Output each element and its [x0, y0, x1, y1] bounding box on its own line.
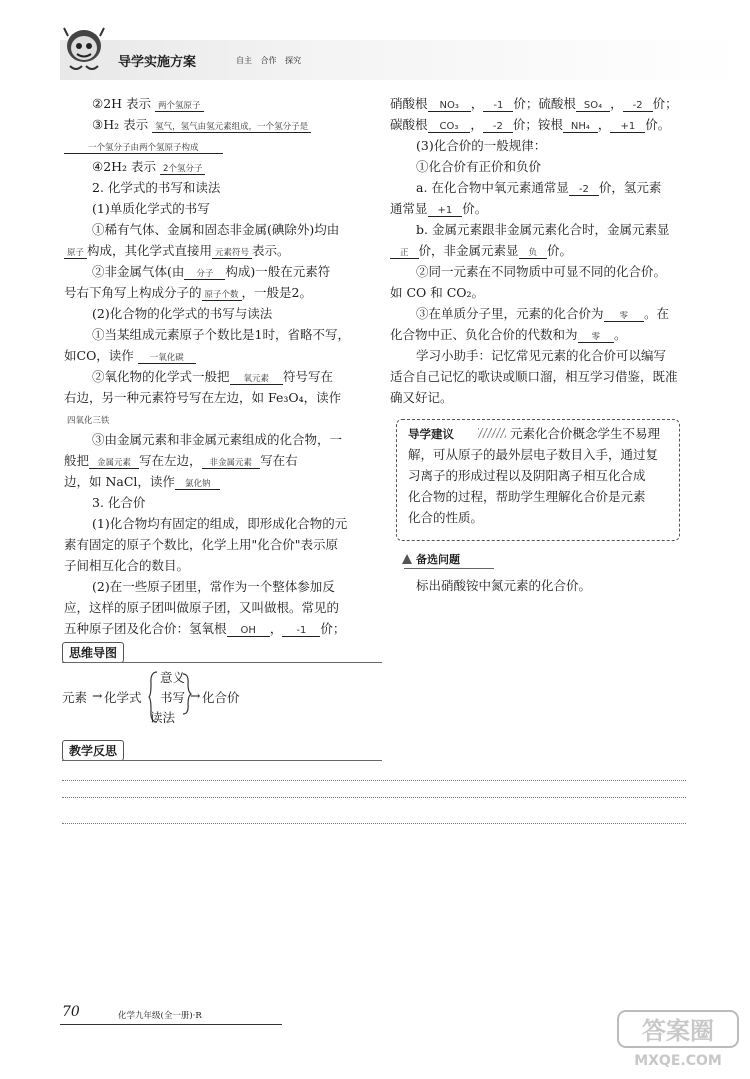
left-line-17: ③由金属元素和非金属元素组成的化合物，一: [92, 432, 343, 447]
handwritten-answer: 原子个数: [202, 290, 242, 301]
left-line-15: 右边，另一种元素符号写在左边，如 Fe₃O₄，读作: [64, 390, 342, 405]
spare-question-icon: [400, 552, 414, 566]
svg-text:答案圈: 答案圈: [642, 1017, 714, 1045]
handwritten-answer: 四氧化三铁: [67, 416, 110, 426]
left-line-16: [64, 411, 113, 426]
handwritten-answer: 零: [604, 311, 645, 322]
right-line-15: 确又好记。: [390, 390, 453, 405]
left-line-24: (2)在一些原子团里，常作为一个整体参加反: [92, 579, 335, 594]
right-line-1: 硝酸根 NO₃ ， -1 价；硫酸根 SO₄ ， -2 价；: [390, 96, 678, 111]
handwritten-answer: 两个氢原子: [155, 101, 204, 112]
hatch-decoration: [478, 428, 506, 438]
mindmap-label: 思维导图: [62, 642, 124, 663]
watermark-logo-icon: [614, 1007, 742, 1071]
guide-label: 导学建议: [408, 427, 454, 441]
spare-question: 标出硝酸铵中氮元素的化合价。: [416, 578, 592, 593]
left-line-18: 般把 金属元素 写在左边， 非金属元素 写在右: [64, 453, 298, 468]
handwritten-answer: NH₄: [563, 122, 598, 133]
header-subtitle: 自主 合作 探究: [236, 56, 302, 65]
left-line-1: ②2H 表示 两个氢原子: [92, 96, 204, 112]
handwritten-answer: CO₃: [428, 122, 471, 133]
mindmap-rule: [62, 662, 382, 663]
left-line-10: 号右下角写上构成分子的 原子个数 ，一般是2。: [64, 285, 312, 300]
handwritten-answer: 一氧化碳: [138, 353, 196, 364]
reflection-line-2: [62, 797, 686, 798]
guide-line-3: 习离子的形成过程以及阴阳离子相互化合成: [408, 468, 646, 483]
handwritten-answer: -2: [483, 122, 513, 133]
left-line-4: ④2H₂ 表示 2个氢分子: [92, 159, 205, 175]
header-title: 导学实施方案: [118, 55, 197, 70]
mindmap-branch-meaning: 意义: [160, 670, 186, 685]
mindmap-branch-writing: 书写: [160, 690, 186, 705]
reflection-line-3: [62, 823, 686, 824]
mindmap-branch-reading: 读法: [150, 710, 176, 725]
handwritten-answer: +1: [428, 206, 463, 217]
left-line-8: 原子 构成，其化学式直接用 元素符号 表示。: [64, 243, 290, 259]
mindmap-arrow-2: →: [190, 688, 201, 703]
mindmap-end: 化合价: [202, 690, 240, 705]
reflection-label: 教学反思: [62, 740, 124, 761]
left-line-7: ①稀有气体、金属和固态非金属(碘除外)均由: [92, 222, 340, 237]
handwritten-answer: NO₃: [428, 101, 471, 112]
handwritten-answer: 氧元素: [230, 374, 284, 385]
svg-text:MXQE.COM: MXQE.COM: [634, 1053, 722, 1069]
right-line-4: ①化合价有正价和负价: [416, 159, 542, 174]
handwritten-answer: 分子: [184, 269, 225, 280]
mascot-logo-icon: [62, 26, 106, 76]
handwritten-answer: 非金属元素: [202, 458, 261, 469]
handwritten-answer: -1: [282, 626, 320, 637]
left-line-23: 子间相互化合的数目。: [64, 558, 190, 573]
left-line-9: ②非金属气体(由 分子 构成)一般在元素符: [92, 264, 331, 279]
spare-label: 备选问题: [416, 553, 460, 566]
right-line-6: 通常显 +1 价。: [390, 201, 488, 216]
right-line-10: 如 CO 和 CO₂。: [390, 285, 485, 300]
left-line-11: (2)化合物的化学式的书写与读法: [92, 306, 273, 321]
right-line-8: 正 价，非金属元素显 负 价。: [390, 243, 572, 259]
guide-line-4: 化合物的过程，帮助学生理解化合价是元素: [408, 489, 646, 504]
mindmap-mid: 化学式: [104, 690, 142, 705]
left-line-26: 五种原子团及化合价：氢氧根 OH ， -1 价；: [64, 621, 346, 636]
mindmap-arrow: →: [92, 688, 103, 703]
guide-line-2: 解，可从原子的最外层电子数目入手，通过复: [408, 447, 659, 462]
book-title: 化学九年级(全一册)·R: [118, 1011, 202, 1021]
left-line-5: 2. 化学式的书写和读法: [92, 180, 221, 195]
handwritten-answer: -2: [623, 101, 653, 112]
spare-underline: [404, 568, 494, 569]
right-line-11: ③在单质分子里，元素的化合价为 零 。在: [416, 306, 670, 321]
right-line-5: a. 在化合物中氧元素通常显 -2 价，氢元素: [416, 180, 662, 195]
right-line-2: 碳酸根 CO₃ ， -2 价；铵根 NH₄ ， +1 价。: [390, 117, 671, 132]
guide-line-5: 化合的性质。: [408, 510, 484, 525]
handwritten-answer: 一个氢分子由两个氢原子构成: [64, 143, 223, 154]
left-line-21: (1)化合物均有固定的组成，即形成化合物的元: [92, 516, 348, 531]
right-line-13: 学习小助手：记忆常见元素的化合价可以编写: [416, 348, 667, 363]
left-line-13: 如CO，读作 一氧化碳: [64, 348, 196, 364]
handwritten-answer: -1: [483, 101, 513, 112]
left-line-12: ①当某组成元素原子个数比是1时，省略不写，: [92, 327, 350, 342]
handwritten-answer: 正: [390, 248, 419, 259]
handwritten-answer: OH: [227, 626, 270, 637]
handwritten-answer: 负: [519, 248, 548, 259]
left-line-22: 素有固定的原子个数比，化学上用"化合价"表示原: [64, 537, 338, 552]
page-number: 70: [62, 1004, 80, 1020]
reflection-rule: [62, 760, 382, 761]
handwritten-answer: +1: [610, 122, 645, 133]
handwritten-answer: 2个氢分子: [160, 164, 205, 175]
left-line-14: ②氧化物的化学式一般把 氧元素 符号写在: [92, 369, 334, 384]
handwritten-answer: 零: [578, 332, 615, 343]
handwritten-answer: SO₄: [576, 101, 610, 112]
left-line-25: 应，这样的原子团叫做原子团，又叫做根。常见的: [64, 600, 340, 615]
handwritten-answer: -2: [569, 185, 599, 196]
right-line-9: ②同一元素在不同物质中可显不同的化合价。: [416, 264, 667, 279]
reflection-line-1: [62, 780, 686, 781]
left-line-3: [64, 138, 223, 154]
handwritten-answer: 氯化钠: [175, 479, 221, 490]
left-line-2: ③H₂ 表示 氢气，氢气由氢元素组成，一个氢分子是: [92, 117, 311, 133]
footer-rule: [60, 1024, 282, 1025]
right-line-3: (3)化合价的一般规律：: [416, 138, 547, 153]
handwritten-answer: 原子: [64, 248, 87, 259]
handwritten-answer: 元素符号: [212, 248, 252, 259]
left-line-19: 边，如 NaCl，读作 氯化钠: [64, 474, 220, 490]
right-line-7: b. 金属元素跟非金属元素化合时，金属元素显: [416, 222, 670, 237]
mindmap-root: 元素: [62, 690, 88, 705]
left-line-20: 3. 化合价: [92, 495, 146, 510]
guide-line-1: 元素化合价概念学生不易理: [510, 426, 661, 441]
handwritten-answer: 金属元素: [89, 458, 139, 469]
left-line-6: (1)单质化学式的书写: [92, 201, 210, 216]
handwritten-answer: 氢气，氢气由氢元素组成，一个氢分子是: [152, 122, 311, 133]
right-line-12: 化合物中正、负化合价的代数和为 零 。: [390, 327, 627, 342]
right-line-14: 适合自己记忆的歌诀或顺口溜，相互学习借鉴，既准: [390, 369, 678, 384]
